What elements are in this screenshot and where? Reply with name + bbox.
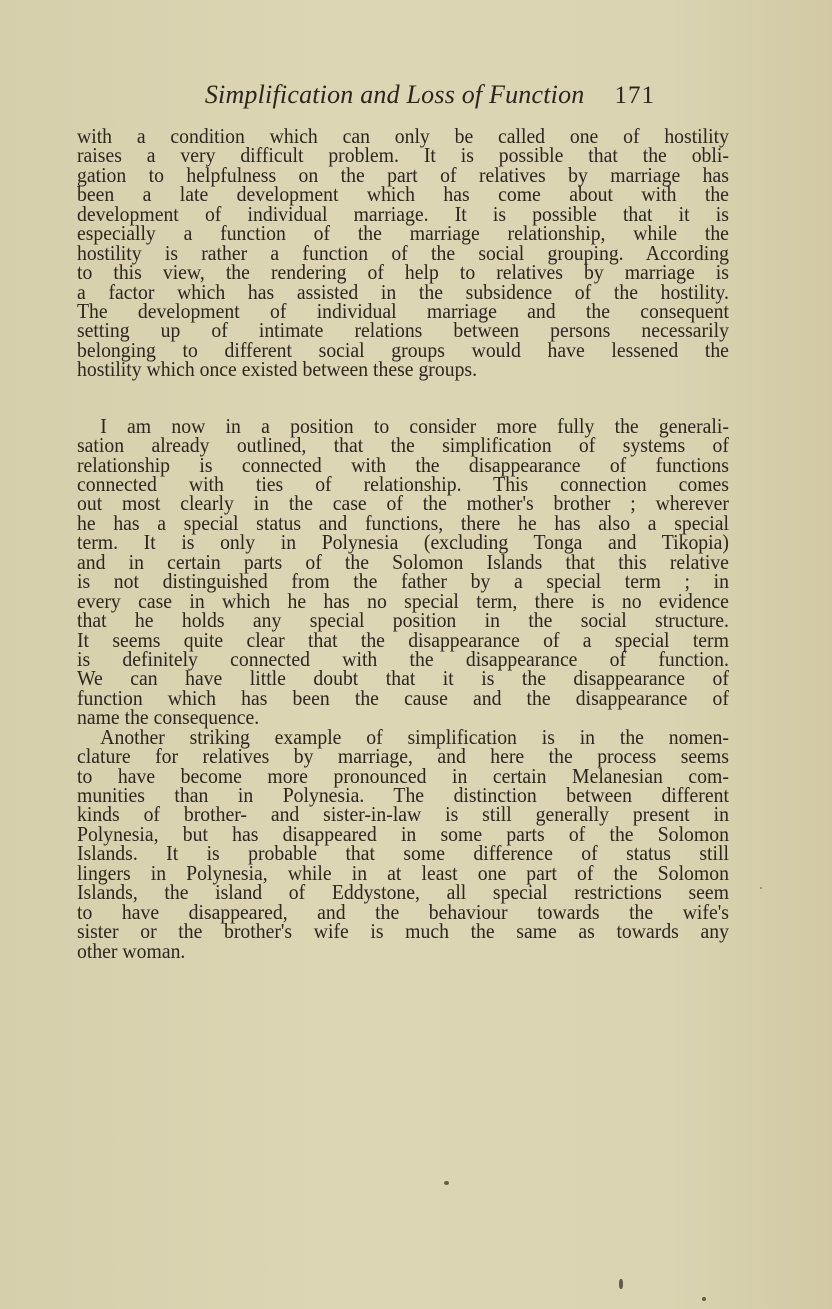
paragraph-2 [77,413,729,730]
text-line: and in certain parts of the Solomon Islands that this relative [77,549,729,574]
text-line: to this view, the rendering of help to relatives by marriage is [77,260,729,285]
text-line: hostility is rather a function of the social grouping. According [77,240,729,265]
scan-speck [444,1181,449,1185]
text-line: sister or the brother's wife is much the same as towards any [77,919,729,944]
paragraph-3 [77,724,729,963]
text-line: that he holds any special position in the social structure. [77,608,729,633]
text-line: is definitely connected with the disappearance of function. [77,646,729,671]
text-line: clature for relatives by marriage, and here the process seems [77,744,729,769]
text-line: function which has been the cause and the disappearance of [77,685,729,710]
text-line: relationship is connected with the disappearance of functions [77,452,729,477]
running-title: Simplification and Loss of Function [204,80,585,109]
text-line: belonging to different social groups would have lessened the [77,337,729,362]
text-line: to have become more pronounced in certain Melanesian com- [77,763,729,788]
text-line: out most clearly in the case of the mother's brother ; wherever [77,491,729,516]
text-line: I am now in a position to consider more fully the generali- [100,413,729,438]
text-line: Islands. It is probable that some difference of status still [77,841,729,866]
text-line: Polynesia, but has disappeared in some parts of the Solomon [77,821,729,846]
text-line: is not distinguished from the father by a special term ; in [77,569,729,594]
text-line: he has a special status and functions, there he has also a special [77,510,729,535]
running-head [95,80,655,110]
text-line: to have disappeared, and the behaviour towards the wife's [77,899,729,924]
text-line: other woman. [77,938,186,963]
page-number: 171 [614,82,655,109]
text-line: The development of individual marriage and the consequent [77,298,729,323]
text-line: Another striking example of simplification is in the nomen- [100,724,729,749]
scan-speck [760,887,762,889]
paragraph-spacer [77,380,729,417]
text-line: gation to helpfulness on the part of relatives by marriage has [77,162,729,187]
text-line: munities than in Polynesia. The distinction between different [77,783,729,807]
text-line: Islands, the island of Eddystone, all special restrictions seem [77,880,729,905]
text-line: We can have little doubt that it is the disappearance of [77,666,729,691]
text-line: especially a function of the marriage relationship, while the [77,221,729,246]
text-line: sation already outlined, that the simplification of systems of [77,433,729,458]
paragraph-1 [77,124,729,382]
text-line: connected with ties of relationship. This connection comes [77,472,729,496]
text-line: with a condition which can only be called one of hostility [77,124,729,148]
text-line: lingers in Polynesia, while in at least one part of the Solomon [77,860,729,885]
text-line: kinds of brother- and sister-in-law is still generally present in [77,802,729,827]
body-text [77,124,729,963]
text-line: been a late development which has come about with the [77,182,729,207]
scan-speck [619,1279,623,1289]
text-line: hostility which once existed between these groups. [77,357,478,382]
text-line: every case in which he has no special term, there is no evidence [77,588,729,613]
text-line: raises a very difficult problem. It is possible that the obli- [77,143,729,168]
text-line: a factor which has assisted in the subsidence of the hostility. [77,279,729,304]
text-line: name the consequence. [77,705,260,730]
text-line: It seems quite clear that the disappearance of a special term [77,627,729,652]
text-line: setting up of intimate relations between persons necessarily [77,318,729,343]
text-line: term. It is only in Polynesia (excluding Tonga and Tikopia) [77,530,729,555]
scan-speck [702,1297,706,1301]
text-line: development of individual marriage. It is possible that it is [77,201,729,226]
